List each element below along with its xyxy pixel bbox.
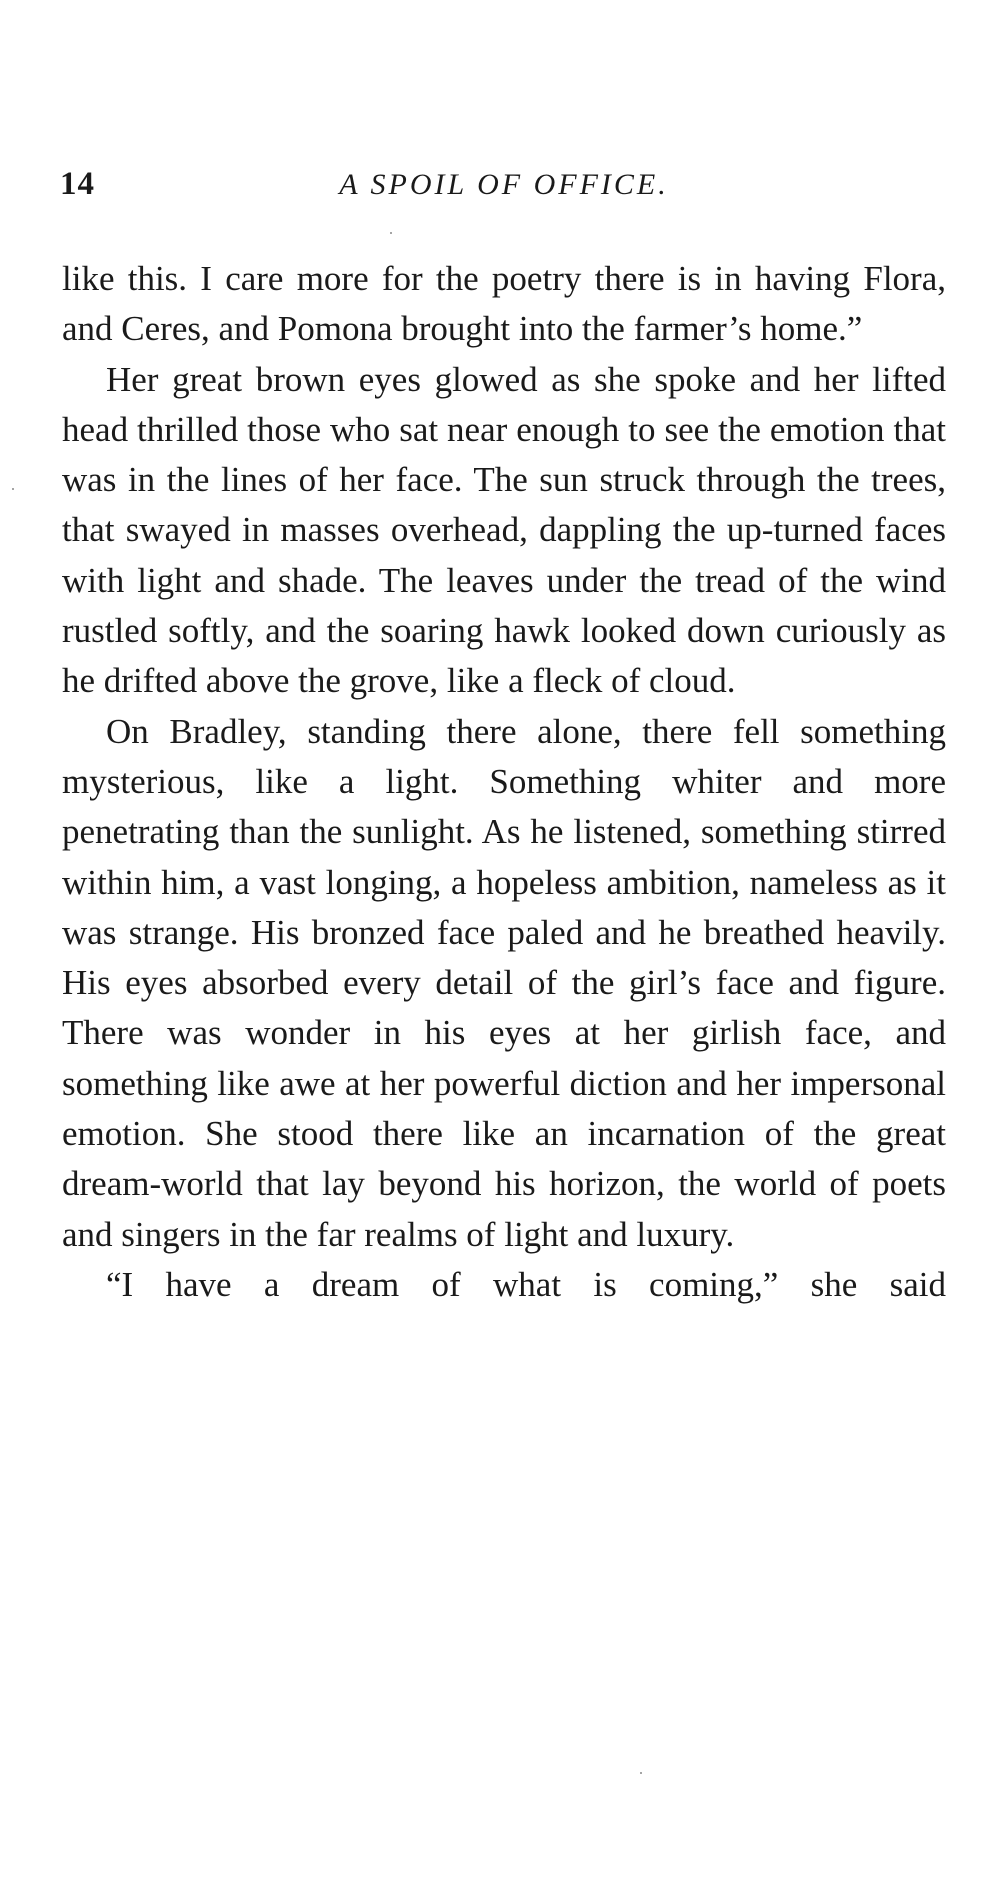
paper-speck	[640, 1772, 642, 1774]
paper-speck	[12, 488, 14, 490]
running-head	[60, 166, 948, 210]
running-title: A SPOIL OF OFFICE.	[339, 168, 669, 201]
paragraph-continued: like this. I care more for the poetry there is in having Flora, and Ceres, and Pomona brought into the farmer’s home.”	[62, 259, 946, 349]
body-text	[62, 254, 946, 1310]
paragraph-eyes-glowed: Her great brown eyes glowed as she spoke and her lifted head thrilled those who sat near enough to see the emotion that was in the lines of her face. The sun struck through the trees, that swayed in masses overhead, dappling the up-turned faces with light and shade. The leaves under the tread of the wind rustled softly, and the soaring hawk looked down curiously as he drifted above the grove, like a fleck of cloud.	[62, 359, 946, 701]
paragraph-dream-quote: “I have a dream of what is coming,” she said	[106, 1264, 946, 1304]
paper-speck	[390, 232, 392, 234]
page-number: 14	[60, 166, 95, 202]
paragraph-bradley: On Bradley, standing there alone, there fell something mysterious, like a light. Something whiter and more penetrating than the sunlight. As he listened, something stirred within him, a vast longing, a hopeless ambition, nameless as it was strange. His bronzed face paled and he breathed heavily. His eyes absorbed every detail of the girl’s face and figure. There was wonder in his eyes at her girlish face, and something like awe at her powerful diction and her impersonal emotion. She stood there like an incarnation of the great dream-world that lay beyond his horizon, the world of poets and singers in the far realms of light and luxury.	[62, 711, 946, 1254]
